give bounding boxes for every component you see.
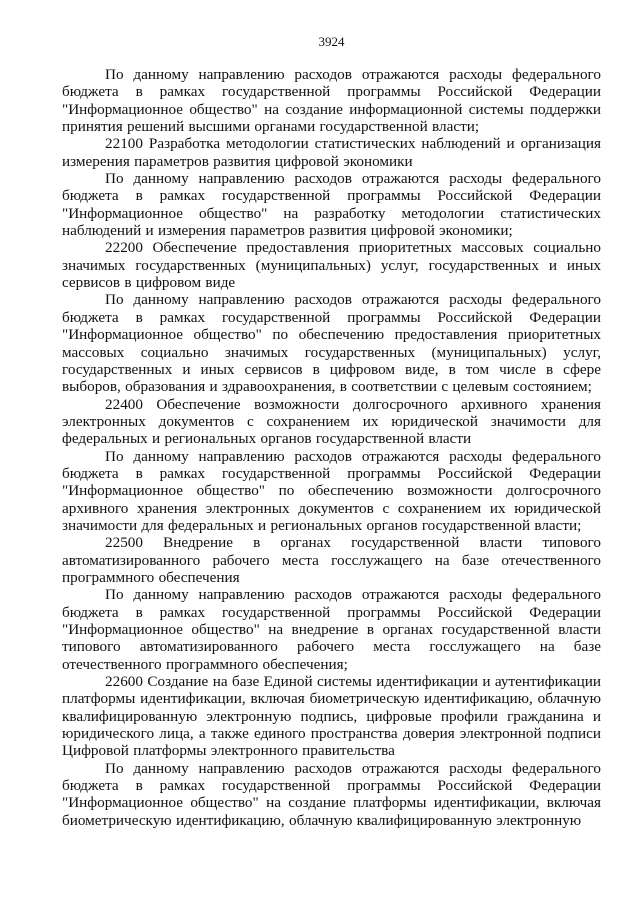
paragraph-expense-description: По данному направлению расходов отражаются расходы федерального бюджета в рамках государственной программы Российской Федерации "Информационное общество" по обеспечению предоставления приоритетных массовых социально значимых государственных (муниципальных) услуг, государственных и иных сервисов в цифровом виде, в том числе в сфере выборов, образования и здравоохранения, в соответствии с целевым состоянием; — [62, 291, 601, 396]
paragraph-code-22200: 22200 Обеспечение предоставления приоритетных массовых социально значимых государственных (муниципальных) услуг, государственных и иных сервисов в цифровом виде — [62, 239, 601, 292]
paragraph-expense-description: По данному направлению расходов отражаются расходы федерального бюджета в рамках государственной программы Российской Федерации "Информационное общество" на создание информационной системы поддержки принятия решений высшими органами государственной власти; — [62, 66, 601, 136]
paragraph-code-22100: 22100 Разработка методологии статистических наблюдений и организация измерения параметров развития цифровой экономики — [62, 135, 601, 170]
paragraph-expense-description: По данному направлению расходов отражаются расходы федерального бюджета в рамках государственной программы Российской Федерации "Информационное общество" по обеспечению возможности долгосрочного архивного хранения электронных документов с сохранением их юридической значимости для федеральных и региональных органов государственной власти; — [62, 447, 601, 534]
paragraph-expense-description: По данному направлению расходов отражаются расходы федерального бюджета в рамках государственной программы Российской Федерации "Информационное общество" на внедрение в органах государственной власти типового автоматизированного рабочего места госслужащего на базе отечественного программного обеспечения; — [62, 586, 601, 673]
page-number: 3924 — [318, 34, 345, 49]
document-page — [62, 34, 601, 829]
paragraph-code-22600: 22600 Создание на базе Единой системы идентификации и аутентификации платформы идентификации, включая биометрическую идентификацию, облачную квалифицированную электронную подпись, цифровые профили гражданина и юридического лица, а также единого пространства доверия электронной подписи Цифровой платформы электронного правительства — [62, 673, 601, 760]
paragraph-code-22400: 22400 Обеспечение возможности долгосрочного архивного хранения электронных документов с сохранением их юридической значимости для федеральных и региональных органов государственной власти — [62, 395, 601, 448]
paragraph-code-22500: 22500 Внедрение в органах государственной власти типового автоматизированного рабочего места госслужащего на базе отечественного программного обеспечения — [62, 534, 601, 586]
paragraph-expense-description: По данному направлению расходов отражаются расходы федерального бюджета в рамках государственной программы Российской Федерации "Информационное общество" на разработку методологии статистических наблюдений и измерения параметров развития цифровой экономики; — [62, 170, 601, 240]
paragraph-expense-description: По данному направлению расходов отражаются расходы федерального бюджета в рамках государственной программы Российской Федерации "Информационное общество" на создание платформы идентификации, включая биометрическую идентификацию, облачную квалифицированную электронную — [62, 759, 601, 829]
